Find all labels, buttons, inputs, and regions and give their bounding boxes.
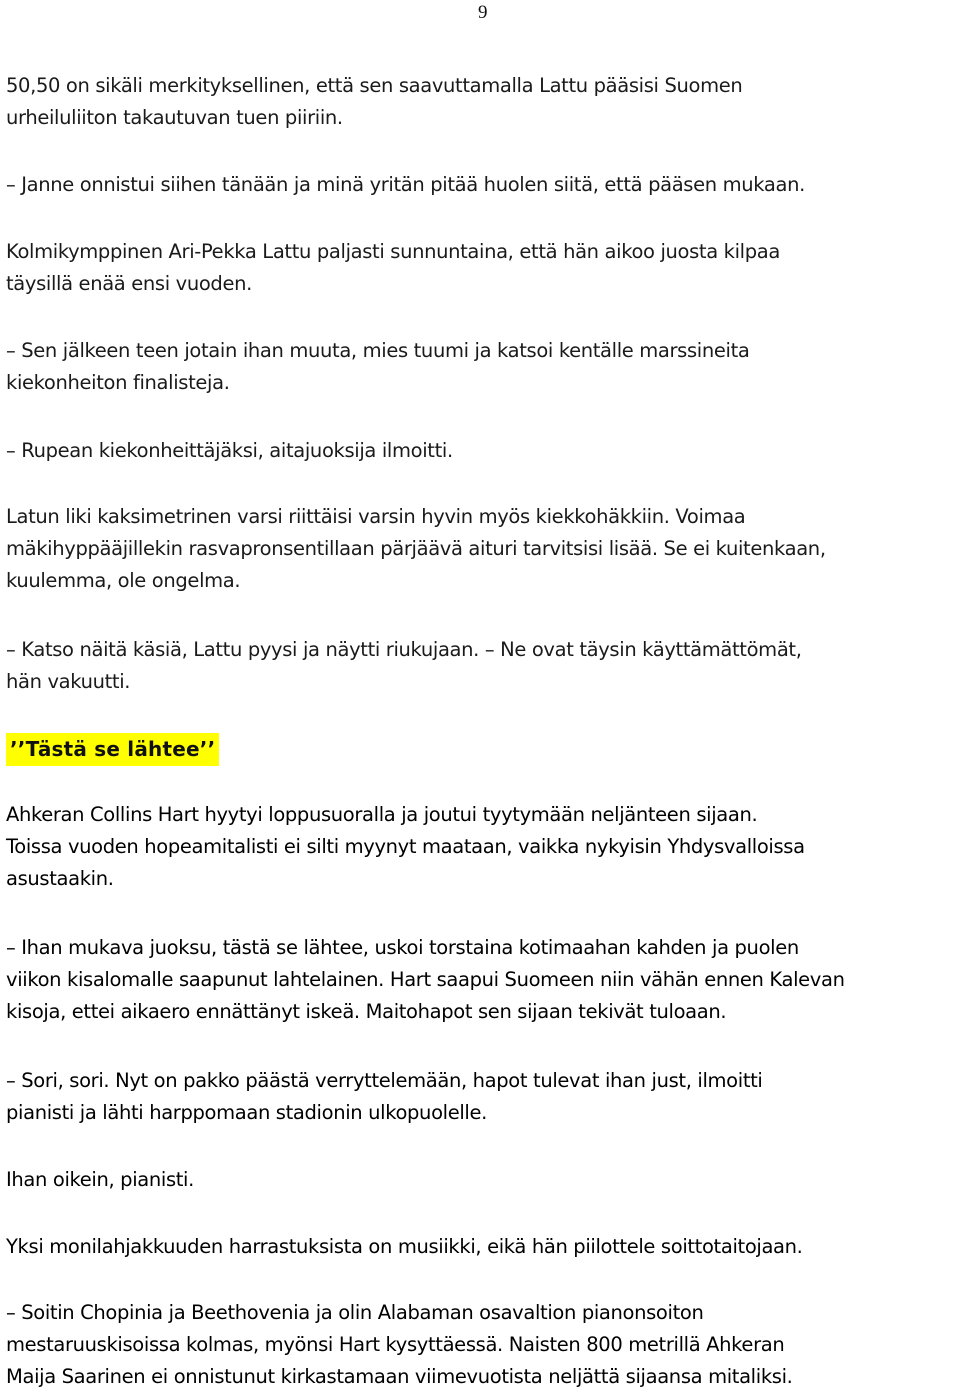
text-line: 50,50 on sikäli merkityksellinen, että sen saavuttamalla Lattu pääsisi Suomen	[6, 74, 743, 97]
paragraph-p4	[6, 335, 956, 399]
text-line: kisoja, ettei aikaero ennättänyt iskeä. Maitohapot sen sijaan tekivät tuloaan.	[6, 1000, 727, 1023]
paragraph-p12	[6, 1231, 956, 1263]
text-line: Yksi monilahjakkuuden harrastuksista on musiikki, eikä hän piilottele soittotaitojaan.	[6, 1235, 803, 1258]
paragraph-p13	[6, 1297, 956, 1393]
text-line: Toissa vuoden hopeamitalisti ei silti myynyt maataan, vaikka nykyisin Yhdysvalloissa	[6, 835, 805, 858]
text-line: pianisti ja lähti harppomaan stadionin ulkopuolelle.	[6, 1101, 487, 1124]
text-line: Kolmikymppinen Ari-Pekka Lattu paljasti sunnuntaina, että hän aikoo juosta kilpaa	[6, 240, 780, 263]
text-line: – Sori, sori. Nyt on pakko päästä verryttelemään, hapot tulevat ihan just, ilmoitti	[6, 1069, 763, 1092]
page-number: 9	[478, 2, 488, 23]
paragraph-p8	[6, 799, 956, 895]
paragraph-p6	[6, 501, 956, 597]
text-line: – Ihan mukava juoksu, tästä se lähtee, uskoi torstaina kotimaahan kahden ja puolen	[6, 936, 799, 959]
paragraph-p1	[6, 70, 956, 134]
paragraph-p2	[6, 169, 956, 201]
text-line: – Rupean kiekonheittäjäksi, aitajuoksija ilmoitti.	[6, 439, 453, 462]
text-line: Maija Saarinen ei onnistunut kirkastamaan viimevuotista neljättä sijaansa mitaliksi.	[6, 1365, 793, 1388]
text-line: Latun liki kaksimetrinen varsi riittäisi varsin hyvin myös kiekkohäkkiin. Voimaa	[6, 505, 746, 528]
text-line: Ihan oikein, pianisti.	[6, 1168, 194, 1191]
paragraph-p5	[6, 435, 956, 467]
paragraph-p7	[6, 634, 956, 698]
text-line: – Sen jälkeen teen jotain ihan muuta, mies tuumi ja katsoi kentälle marssineita	[6, 339, 750, 362]
text-line: kuulemma, ole ongelma.	[6, 569, 241, 592]
section-heading: ’’Tästä se lähtee’’	[6, 733, 219, 766]
text-line: täysillä enää ensi vuoden.	[6, 272, 252, 295]
text-line: – Janne onnistui siihen tänään ja minä yritän pitää huolen siitä, että pääsen mukaan.	[6, 173, 805, 196]
text-line: asustaakin.	[6, 867, 114, 890]
paragraph-p9	[6, 932, 956, 1028]
paragraph-p3	[6, 236, 956, 300]
text-line: mestaruuskisoissa kolmas, myönsi Hart kysyttäessä. Naisten 800 metrillä Ahkeran	[6, 1333, 785, 1356]
paragraph-p10	[6, 1065, 956, 1129]
text-line: kiekonheiton finalisteja.	[6, 371, 230, 394]
text-line: urheiluliiton takautuvan tuen piiriin.	[6, 106, 343, 129]
text-line: – Soitin Chopinia ja Beethovenia ja olin Alabaman osavaltion pianonsoiton	[6, 1301, 704, 1324]
text-line: – Katso näitä käsiä, Lattu pyysi ja näytti riukujaan. – Ne ovat täysin käyttämättömät,	[6, 638, 802, 661]
text-line: Ahkeran Collins Hart hyytyi loppusuoralla ja joutui tyytymään neljänteen sijaan.	[6, 803, 758, 826]
paragraph-p11	[6, 1164, 956, 1196]
text-line: viikon kisalomalle saapunut lahtelainen. Hart saapui Suomeen niin vähän ennen Kalevan	[6, 968, 845, 991]
text-line: hän vakuutti.	[6, 670, 131, 693]
text-line: mäkihyppääjillekin rasvapronsentillaan pärjäävä aituri tarvitsisi lisää. Se ei kuitenkaan,	[6, 537, 826, 560]
